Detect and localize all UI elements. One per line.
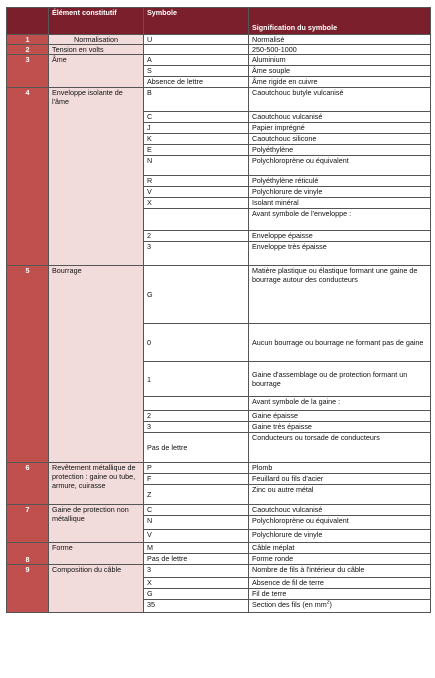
superscript: 2	[326, 599, 330, 606]
table-row	[7, 45, 431, 55]
meaning-cell: Gaine épaisse	[249, 411, 431, 422]
meaning-cell: Absence de fil de terre	[249, 578, 431, 589]
section-number: 9	[7, 565, 49, 613]
meaning-cell: Âme rigide en cuivre	[249, 77, 431, 88]
table-row	[7, 266, 431, 324]
symbol-cell: X	[144, 198, 249, 209]
table-row	[7, 565, 431, 578]
meaning-cell: Polychloroprène ou équivalent	[249, 516, 431, 530]
symbol-cell	[144, 397, 249, 411]
symbol-cell: G	[144, 589, 249, 600]
meaning-cell: Aluminium	[249, 55, 431, 66]
meaning-cell: Polyéthylène réticulé	[249, 176, 431, 187]
meaning-text-end: )	[329, 600, 332, 609]
section-number: 1	[7, 35, 49, 45]
header-symbol: Symbole	[144, 8, 249, 35]
table-row	[7, 55, 431, 66]
symbol-cell: C	[144, 505, 249, 516]
meaning-cell: Isolant minéral	[249, 198, 431, 209]
section-element: Âme	[49, 55, 144, 88]
symbol-cell: K	[144, 134, 249, 145]
symbol-cell: U	[144, 35, 249, 45]
symbol-cell: 35	[144, 600, 249, 613]
symbol-cell	[144, 45, 249, 55]
meaning-cell: 250-500-1000	[249, 45, 431, 55]
symbol-cell: N	[144, 516, 249, 530]
symbol-cell: E	[144, 145, 249, 156]
symbol-cell: 3	[144, 565, 249, 578]
section-element: Enveloppe isolante de l'âme	[49, 88, 144, 266]
section-number: 6	[7, 463, 49, 505]
cable-designation-table	[6, 7, 431, 613]
meaning-cell: Forme ronde	[249, 554, 431, 565]
meaning-cell: Avant symbole de la gaine :	[249, 397, 431, 411]
meaning-cell: Gaine très épaisse	[249, 422, 431, 433]
header-element: Élément constitutif	[49, 8, 144, 35]
symbol-cell: F	[144, 474, 249, 485]
symbol-cell: V	[144, 187, 249, 198]
section-number: 7	[7, 505, 49, 543]
symbol-cell: N	[144, 156, 249, 176]
section-number: 2	[7, 45, 49, 55]
section-element: Composition du câble	[49, 565, 144, 613]
meaning-text: Section des fils (en mm	[252, 600, 327, 609]
symbol-cell: 2	[144, 231, 249, 242]
symbol-cell: M	[144, 543, 249, 554]
header-num	[7, 8, 49, 35]
table-row	[7, 88, 431, 112]
meaning-cell: Polyéthylène	[249, 145, 431, 156]
meaning-cell: Polychloroprène ou équivalent	[249, 156, 431, 176]
symbol-cell: J	[144, 123, 249, 134]
meaning-cell: Conducteurs ou torsade de conducteurs	[249, 433, 431, 463]
meaning-cell: Caoutchouc silicone	[249, 134, 431, 145]
header-signification: Signification du symbole	[249, 8, 431, 35]
meaning-cell: Enveloppe très épaisse	[249, 242, 431, 266]
section-number: 3	[7, 55, 49, 88]
symbol-cell: S	[144, 66, 249, 77]
meaning-cell: Caoutchouc vulcanisé	[249, 112, 431, 123]
symbol-cell: R	[144, 176, 249, 187]
meaning-cell: Zinc ou autre métal	[249, 485, 431, 505]
meaning-cell: Caoutchouc vulcanisé	[249, 505, 431, 516]
symbol-cell: 3	[144, 242, 249, 266]
table-row	[7, 463, 431, 474]
section-element: Forme	[49, 543, 144, 565]
symbol-cell: 3	[144, 422, 249, 433]
section-number: 4	[7, 88, 49, 266]
symbol-cell	[144, 209, 249, 231]
symbol-cell: Absence de lettre	[144, 77, 249, 88]
meaning-cell: Normalisé	[249, 35, 431, 45]
meaning-cell: Polychlorure de vinyle	[249, 530, 431, 543]
section-number: 8	[7, 543, 49, 565]
meaning-cell: Aucun bourrage ou bourrage ne formant pas de gaine	[249, 324, 431, 362]
symbol-cell: X	[144, 578, 249, 589]
symbol-cell: Z	[144, 485, 249, 505]
symbol-cell: A	[144, 55, 249, 66]
section-element: Revêtement métallique de protection : gaine ou tube, armure, cuirasse	[49, 463, 144, 505]
table-row	[7, 35, 431, 45]
meaning-cell: Âme souple	[249, 66, 431, 77]
symbol-cell: V	[144, 530, 249, 543]
meaning-cell: Polychlorure de vinyle	[249, 187, 431, 198]
meaning-cell: Enveloppe épaisse	[249, 231, 431, 242]
meaning-cell: Gaine d'assemblage ou de protection formant un bourrage	[249, 362, 431, 397]
section-element: Gaine de protection non métallique	[49, 505, 144, 543]
symbol-cell: 0	[144, 324, 249, 362]
symbol-cell: Pas de lettre	[144, 554, 249, 565]
table-header-row	[7, 8, 431, 35]
symbol-cell: B	[144, 88, 249, 112]
table-row	[7, 543, 431, 554]
meaning-cell: Fil de terre	[249, 589, 431, 600]
meaning-cell: Matière plastique ou élastique formant une gaine de bourrage autour des conducteurs	[249, 266, 431, 324]
table-row	[7, 505, 431, 516]
symbol-cell: P	[144, 463, 249, 474]
meaning-cell	[249, 600, 431, 613]
symbol-cell: 1	[144, 362, 249, 397]
section-element: Bourrage	[49, 266, 144, 463]
symbol-cell: G	[144, 266, 249, 324]
section-element: Normalisation	[49, 35, 144, 45]
meaning-cell: Avant symbole de l'enveloppe :	[249, 209, 431, 231]
symbol-cell: Pas de lettre	[144, 433, 249, 463]
meaning-cell: Câble méplat	[249, 543, 431, 554]
meaning-cell: Papier imprégné	[249, 123, 431, 134]
meaning-cell: Feuillard ou fils d'acier	[249, 474, 431, 485]
meaning-cell: Plomb	[249, 463, 431, 474]
meaning-cell: Caoutchouc butyle vulcanisé	[249, 88, 431, 112]
symbol-cell: 2	[144, 411, 249, 422]
section-element: Tension en volts	[49, 45, 144, 55]
meaning-cell: Nombre de fils à l'intérieur du câble	[249, 565, 431, 578]
symbol-cell: C	[144, 112, 249, 123]
section-number: 5	[7, 266, 49, 463]
